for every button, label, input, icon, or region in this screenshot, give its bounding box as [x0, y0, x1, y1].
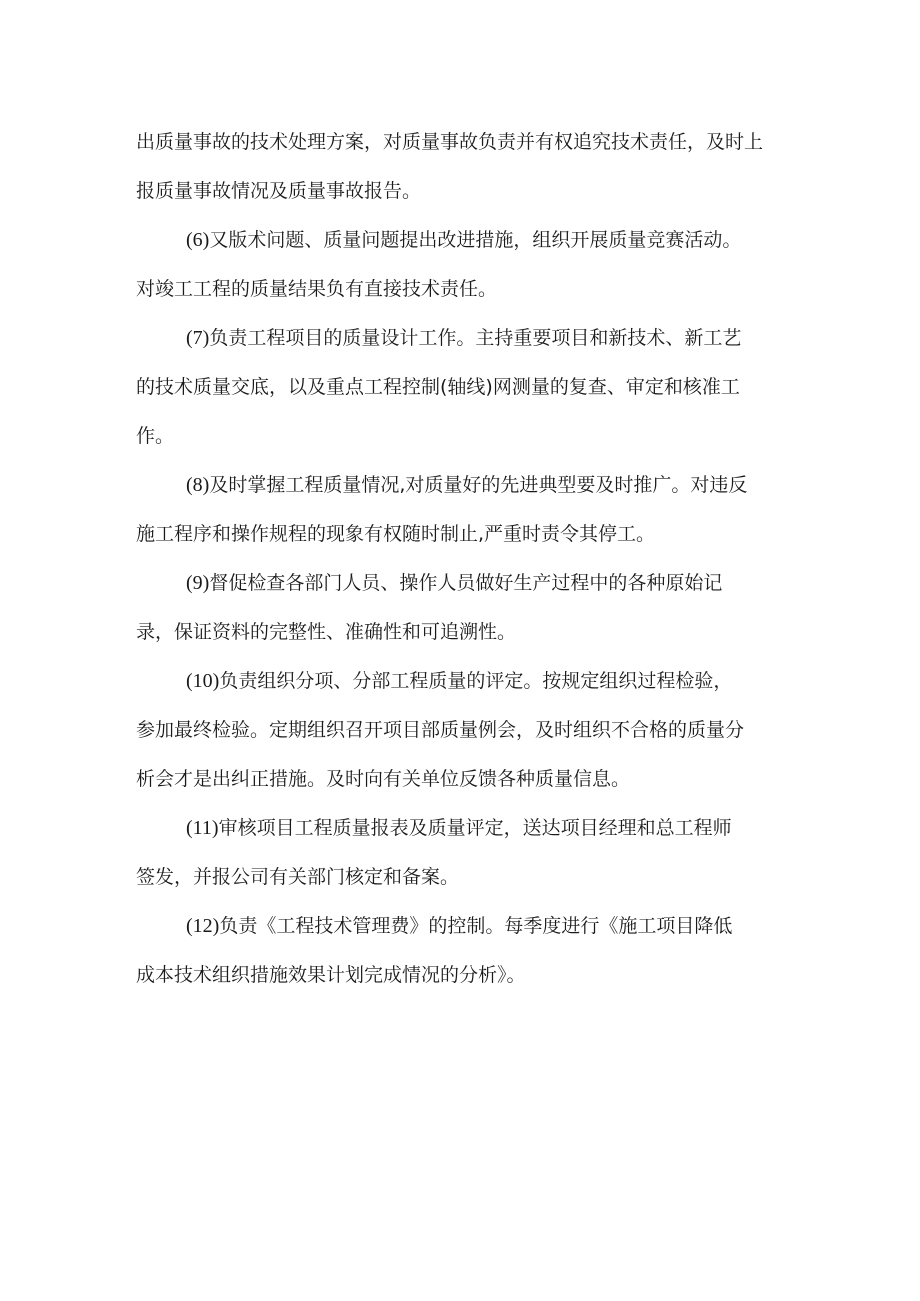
paragraph-line: 参加最终检验。定期组织召开项目部质量例会，及时组织不合格的质量分	[136, 719, 745, 741]
paragraph-line: 析会才是出纠正措施。及时向有关单位反馈各种质量信息。	[136, 768, 631, 790]
paragraph-line: 报质量事故情况及质量事故报告。	[136, 180, 422, 202]
item-number: (11)	[186, 817, 219, 839]
paragraph-line: 录，保证资料的完整性、准确性和可追溯性。	[136, 621, 517, 643]
paragraph-item-10	[136, 657, 796, 804]
paragraph-line: 的技术质量交底，以及重点工程控制(轴线)网测量的复查、审定和核准工	[136, 376, 740, 398]
paragraph-line: 施工程序和操作规程的现象有权随时制止,严重时责令其停工。	[136, 523, 656, 545]
paragraph-item-7	[136, 314, 796, 461]
item-number: (8)	[186, 474, 210, 496]
paragraph-item-11	[136, 804, 796, 902]
item-number: (6)	[186, 229, 210, 251]
paragraph-line: 签发，并报公司有关部门核定和备案。	[136, 866, 460, 888]
paragraph-line: 负责工程项目的质量设计工作。主持重要项目和新技术、新工艺	[209, 327, 742, 349]
paragraph-line: 成本技术组织措施效果计划完成情况的分析》。	[136, 964, 526, 986]
paragraph-item-9	[136, 559, 796, 657]
paragraph-line: 又版术问题、质量问题提出改进措施，组织开展质量竞赛活动。	[209, 229, 742, 251]
paragraph-item-8	[136, 461, 796, 559]
paragraph-line: 负责《工程技术管理费》的控制。每季度进行《施工项目降低	[219, 915, 733, 937]
paragraph-line: 出质量事故的技术处理方案，对质量事故负责并有权追究技术责任，及时上	[136, 131, 764, 153]
paragraph-line: 负责组织分项、分部工程质量的评定。按规定组织过程检验，	[219, 670, 733, 692]
document-body	[136, 118, 796, 1000]
paragraph-item-6	[136, 216, 796, 314]
paragraph-line: 对竣工工程的质量结果负有直接技术责任。	[136, 278, 498, 300]
paragraph-line: 督促检查各部门人员、操作人员做好生产过程中的各种原始记	[209, 572, 723, 594]
paragraph-item-12	[136, 902, 796, 1000]
item-number: (7)	[186, 327, 210, 349]
paragraph-line: 审核项目工程质量报表及质量评定，送达项目经理和总工程师	[218, 817, 732, 839]
item-number: (12)	[186, 915, 220, 937]
paragraph-line: 作。	[136, 425, 175, 447]
item-number: (9)	[186, 572, 210, 594]
paragraph-line: 及时掌握工程质量情况,对质量好的先进典型要及时推广。对违反	[209, 474, 748, 496]
item-number: (10)	[186, 670, 220, 692]
paragraph-continuation	[136, 118, 796, 216]
